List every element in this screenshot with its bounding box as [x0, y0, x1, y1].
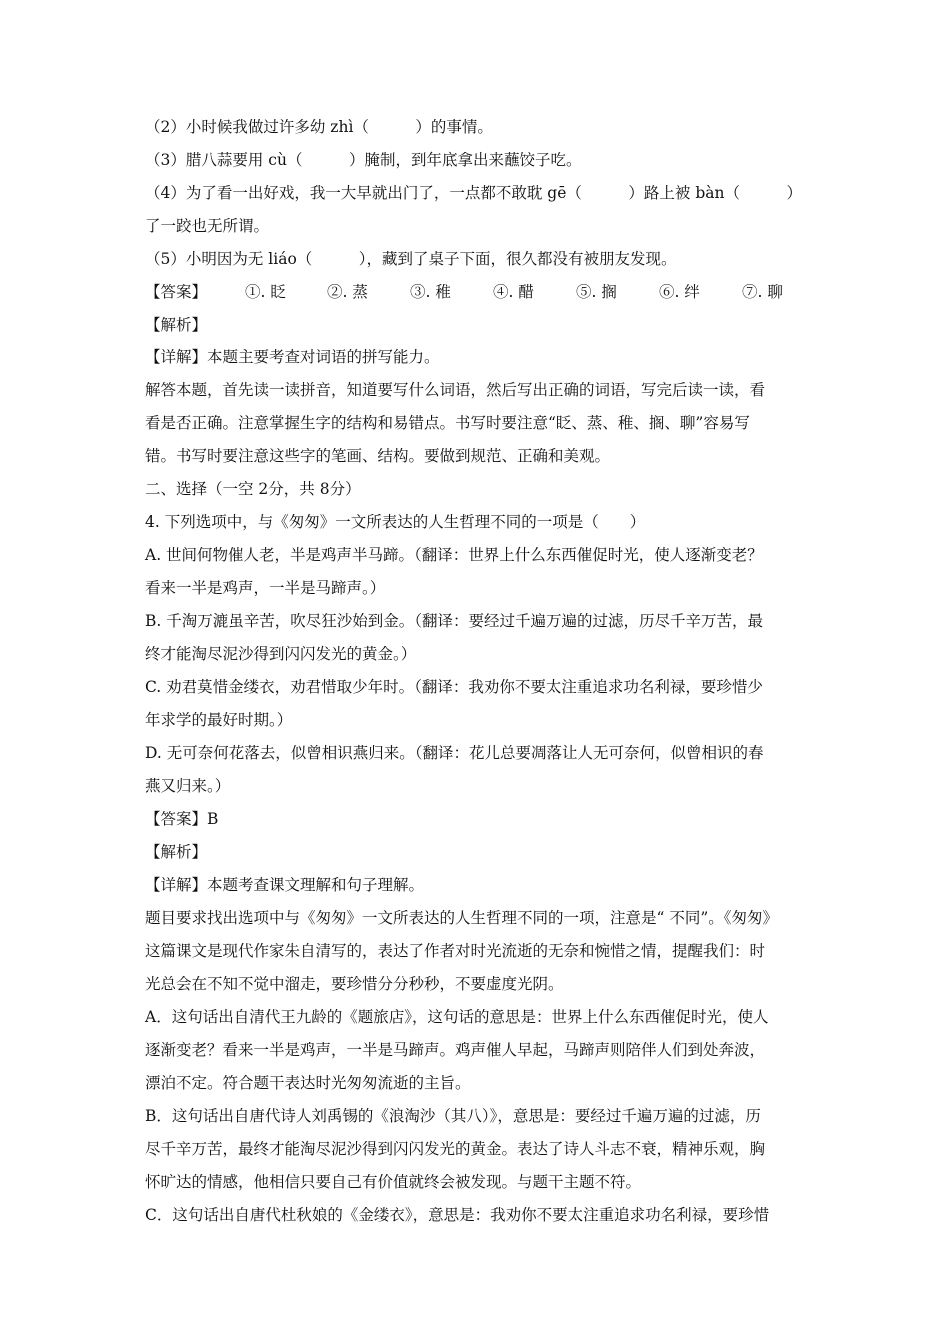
fill-item-5: （5）小明因为无 liáo（ ），藏到了桌子下面，很久都没有被朋友发现。 — [145, 250, 677, 268]
explanation-line: 怀旷达的情感，他相信只要自己有价值就终会被发现。与题干主题不符。 — [145, 1173, 642, 1191]
explanation-line: B．这句话出自唐代诗人刘禹锡的《浪淘沙（其八）》，意思是：要经过千遍万遍的过滤，历 — [145, 1107, 761, 1125]
answer-item: ③. 稚 — [410, 283, 451, 301]
option-line: C. 劝君莫惜金缕衣，劝君惜取少年时。（翻译：我劝你不要太注重追求功名利禄，要珍惜少 — [145, 678, 763, 696]
fill-item-4-cont: 了一跤也无所谓。 — [145, 217, 270, 235]
analysis-label: 【解析】 — [145, 316, 208, 334]
analysis-label: 【解析】 — [145, 843, 208, 861]
option-line: 看来一半是鸡声，一半是马蹄声。） — [145, 579, 386, 597]
fill-item-3: （3）腊八蒜要用 cù（ ）腌制，到年底拿出来蘸饺子吃。 — [145, 151, 582, 169]
answer-item: ②. 蒸 — [327, 283, 368, 301]
section-heading: 二、选择（一空 2分，共 8分） — [145, 480, 361, 498]
answer-label: 【答案】 — [145, 283, 208, 301]
explanation-line: 看是否正确。注意掌握生字的结构和易错点。书写时要注意“眨、蒸、稚、搁、聊”容易写 — [145, 414, 750, 432]
answer-item: ⑦. 聊 — [742, 283, 783, 301]
answer-item: ④. 醋 — [493, 283, 534, 301]
detail-heading: 【详解】本题主要考查对词语的拼写能力。 — [145, 348, 440, 366]
explanation-line: 解答本题，首先读一读拼音，知道要写什么词语，然后写出正确的词语，写完后读一读，看 — [145, 381, 766, 399]
explanation-line: 错。书写时要注意这些字的笔画、结构。要做到规范、正确和美观。 — [145, 447, 611, 465]
explanation-line: 光总会在不知不觉中溜走，要珍惜分分秒秒，不要虚度光阴。 — [145, 975, 564, 993]
answer-item: ⑥. 绊 — [659, 283, 700, 301]
option-line: 燕又归来。） — [145, 777, 231, 795]
explanation-line: 这篇课文是现代作家朱自清写的，表达了作者对时光流逝的无奈和惋惜之情，提醒我们：时 — [145, 942, 766, 960]
detail-heading: 【详解】本题考查课文理解和句子理解。 — [145, 876, 425, 894]
answer-text: 【答案】B — [145, 810, 219, 828]
explanation-line: 逐渐变老？看来一半是鸡声，一半是马蹄声。鸡声催人早起，马蹄声则陪伴人们到处奔波， — [145, 1041, 766, 1059]
explanation-line: C．这句话出自唐代杜秋娘的《金缕衣》，意思是：我劝你不要太注重追求功名利禄，要珍惜 — [145, 1206, 770, 1224]
fill-item-2: （2）小时候我做过许多幼 zhì（ ）的事情。 — [145, 118, 493, 136]
explanation-line: 尽千辛万苦，最终才能淘尽泥沙得到闪闪发光的黄金。表达了诗人斗志不衰，精神乐观，胸 — [145, 1140, 766, 1158]
answer-item: ①. 眨 — [245, 283, 286, 301]
option-line: 年求学的最好时期。） — [145, 711, 293, 729]
explanation-line: 漂泊不定。符合题干表达时光匆匆流逝的主旨。 — [145, 1074, 471, 1092]
option-line: B. 千淘万漉虽辛苦，吹尽狂沙始到金。（翻译：要经过千遍万遍的过滤，历尽千辛万苦，最 — [145, 612, 763, 630]
explanation-line: A．这句话出自清代王九龄的《题旅店》，这句话的意思是：世界上什么东西催促时光，使人 — [145, 1008, 769, 1026]
explanation-line: 题目要求找出选项中与《匆匆》一文所表达的人生哲理不同的一项，注意是“ 不同”。《匆匆》 — [145, 909, 779, 927]
option-line: D. 无可奈何花落去，似曾相识燕归来。（翻译：花儿总要凋落让人无可奈何，似曾相识的春 — [145, 744, 764, 762]
option-line: A. 世间何物催人老，半是鸡声半马蹄。（翻译：世界上什么东西催促时光，使人逐渐变老？ — [145, 546, 763, 564]
answer-item: ⑤. 搁 — [576, 283, 617, 301]
question-text: 4. 下列选项中，与《匆匆》一文所表达的人生哲理不同的一项是（ ） — [145, 513, 646, 531]
fill-item-4: （4）为了看一出好戏，我一大早就出门了，一点都不敢耽 gē（ ）路上被 bàn（ ） — [145, 184, 802, 202]
option-line: 终才能淘尽泥沙得到闪闪发光的黄金。） — [145, 645, 417, 663]
